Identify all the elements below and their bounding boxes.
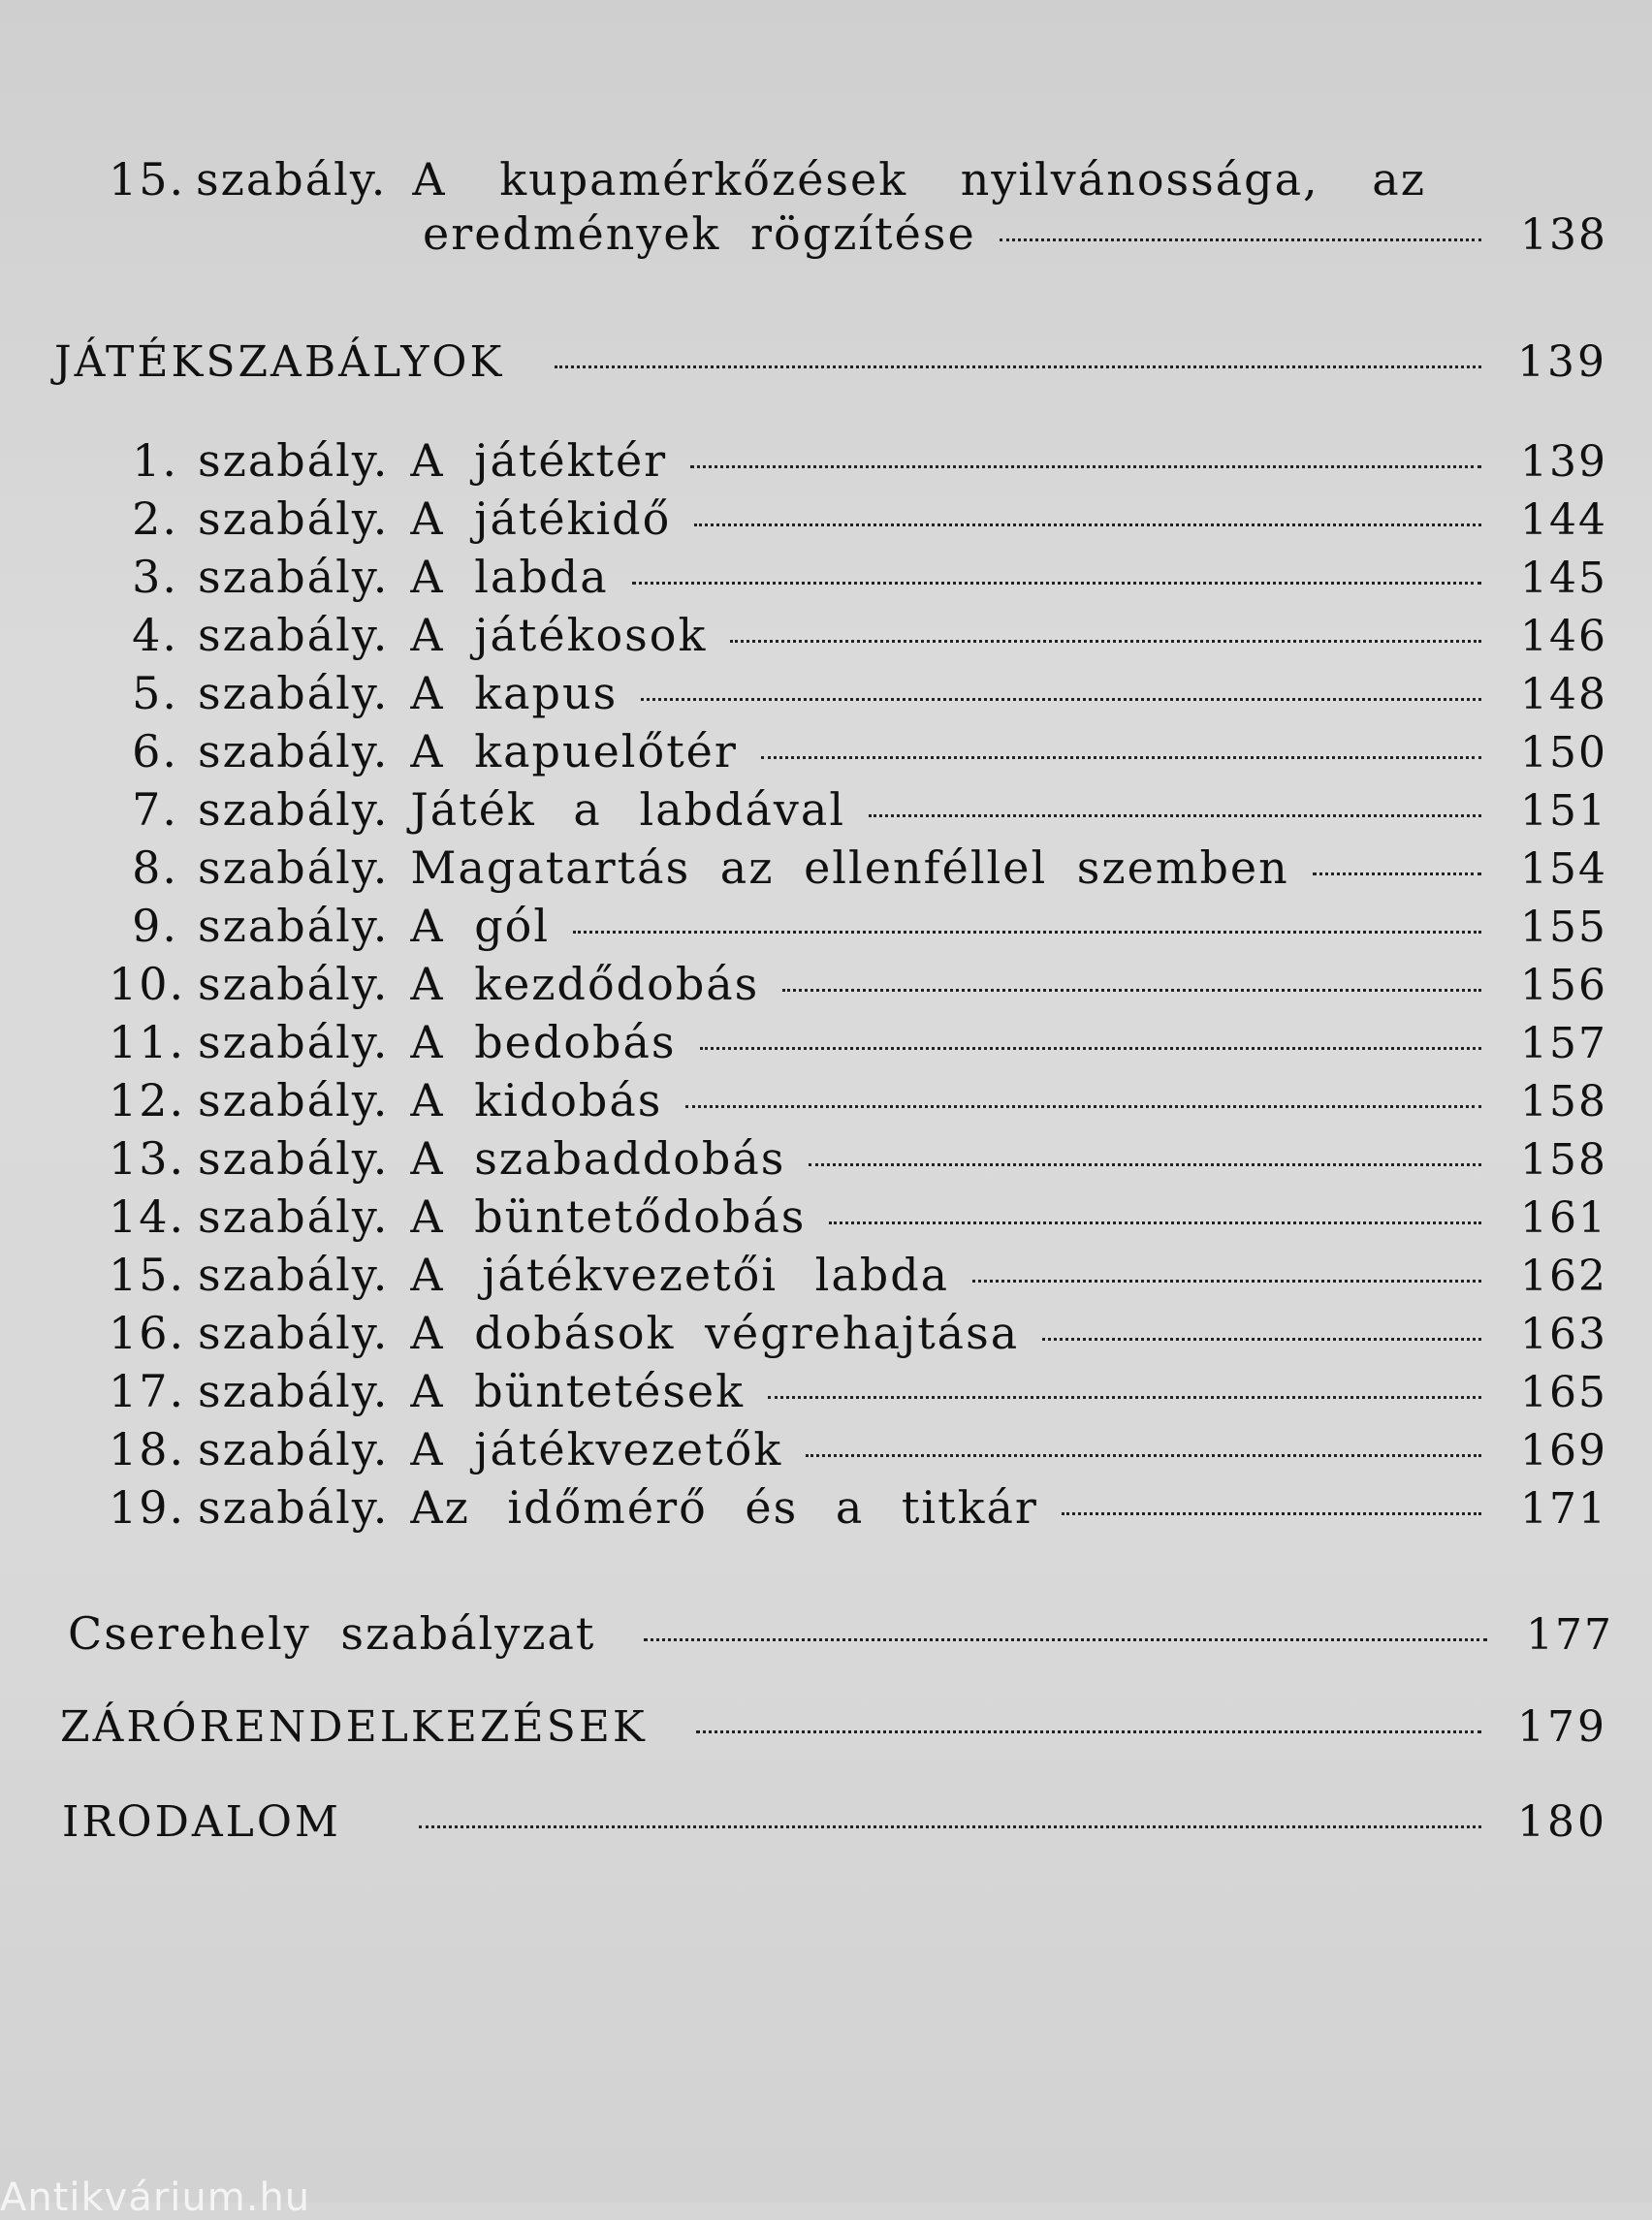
rule-title: A bedobás (410, 1016, 677, 1068)
section-title: JÁTÉKSZABÁLYOK (54, 337, 505, 387)
leader-dots (1062, 1512, 1481, 1515)
leader-dots (1042, 1338, 1481, 1341)
page-number: 158 (1520, 1077, 1607, 1126)
page-number: 180 (1517, 1797, 1607, 1847)
rule-label: szabály. (196, 153, 388, 206)
rule-label: szabály. (198, 1016, 390, 1068)
rule-number: 12. (109, 1074, 186, 1126)
leader-dots (419, 1825, 1481, 1828)
rule-title: A játéktér (410, 434, 668, 487)
page-number: 161 (1520, 1193, 1607, 1243)
rule-title: A büntetések (410, 1365, 746, 1417)
leader-dots (829, 1221, 1481, 1224)
leader-dots (644, 1638, 1487, 1641)
rule-number: 2. (132, 492, 178, 545)
toc-entry-cup-matches-line2 (423, 207, 1607, 260)
page-number: 139 (1517, 337, 1607, 387)
toc-entry-rule (109, 783, 1607, 836)
leader-dots (806, 1454, 1481, 1457)
rule-title: A labda (410, 551, 609, 603)
rule-title: A játékvezetői labda (410, 1249, 950, 1301)
rule-title: A játékvezetők (410, 1423, 783, 1475)
page-number: 179 (1517, 1702, 1607, 1752)
rule-number: 17. (109, 1365, 186, 1417)
rule-title: A kapuelőtér (410, 725, 738, 777)
toc-entry-rule (109, 1132, 1607, 1185)
rule-label: szabály. (198, 492, 390, 545)
page-number: 138 (1520, 210, 1607, 260)
rule-title: A büntetődobás (410, 1190, 807, 1243)
rule-title-line1: A kupamérkőzések nyilvánossága, az (412, 153, 1426, 206)
leader-dots (768, 1396, 1481, 1399)
rule-label: szabály. (198, 1423, 390, 1475)
rule-title: Játék a labdával (410, 783, 846, 836)
leader-dots (685, 1105, 1481, 1108)
page-number: 169 (1520, 1426, 1607, 1475)
rule-label: szabály. (198, 551, 390, 603)
page-number: 148 (1520, 670, 1607, 719)
rule-number: 1. (132, 434, 178, 487)
rule-number: 10. (109, 958, 186, 1010)
leader-dots (555, 365, 1481, 368)
rule-number: 9. (132, 900, 178, 952)
leader-dots (573, 931, 1481, 934)
rule-number: 14. (109, 1190, 186, 1243)
leader-dots (632, 582, 1481, 585)
rule-label: szabály. (198, 1249, 390, 1301)
rule-label: szabály. (198, 1190, 390, 1243)
toc-entry-rule (109, 900, 1607, 952)
toc-entry-rule (109, 1249, 1607, 1301)
rule-title: A gól (410, 900, 551, 952)
leader-dots (782, 989, 1481, 992)
rule-label: szabály. (198, 434, 390, 487)
toc-entry-rule (109, 609, 1607, 661)
rule-number: 3. (132, 551, 178, 603)
rule-title: A dobások végrehajtása (410, 1307, 1020, 1359)
page-number: 139 (1520, 437, 1607, 487)
rule-title: A szabaddobás (410, 1132, 786, 1185)
rule-title: A kapus (410, 667, 619, 719)
entry-title: Cserehely szabályzat (68, 1607, 596, 1660)
rule-number: 13. (109, 1132, 186, 1185)
leader-dots (809, 1163, 1481, 1166)
page-number: 165 (1520, 1368, 1607, 1417)
toc-entry-rule (109, 1365, 1607, 1417)
page-number: 163 (1520, 1310, 1607, 1359)
toc-entry-rule (109, 725, 1607, 777)
leader-dots (972, 1280, 1481, 1283)
rule-label: szabály. (198, 609, 390, 661)
rule-title: A kezdődobás (410, 958, 760, 1010)
toc-entry-rule (109, 1016, 1607, 1068)
page-number: 155 (1520, 903, 1607, 952)
page-number: 157 (1520, 1019, 1607, 1068)
rule-number: 16. (109, 1307, 186, 1359)
rule-number: 15. (109, 1249, 186, 1301)
toc-entry-rule (109, 1074, 1607, 1126)
rule-title-line2: eredmények rögzítése (423, 207, 976, 260)
toc-entry-final-provisions (60, 1702, 1607, 1752)
page-number: 154 (1520, 844, 1607, 894)
toc-entry-rule (109, 667, 1607, 719)
rule-title: Magatartás az ellenféllel szemben (410, 841, 1289, 894)
rule-number: 8. (132, 841, 178, 894)
entry-title: IRODALOM (62, 1797, 341, 1847)
rule-label: szabály. (198, 1074, 390, 1126)
rule-label: szabály. (198, 1481, 390, 1534)
leader-dots (730, 640, 1481, 643)
leader-dots (641, 698, 1481, 701)
leader-dots (690, 465, 1481, 468)
rule-label: szabály. (198, 725, 390, 777)
page-number: 156 (1520, 961, 1607, 1010)
rule-label: szabály. (198, 1365, 390, 1417)
toc-entry-cup-matches-line1 (109, 153, 1456, 206)
toc-entry-rule (109, 1481, 1607, 1534)
toc-entry-rule (109, 1190, 1607, 1243)
toc-entry-rule (109, 1423, 1607, 1475)
toc-entry-rule (109, 958, 1607, 1010)
page-number: 177 (1526, 1610, 1613, 1660)
rule-label: szabály. (198, 841, 390, 894)
rule-number: 4. (132, 609, 178, 661)
rule-number: 19. (109, 1481, 186, 1534)
rule-title: Az időmérő és a titkár (410, 1481, 1038, 1534)
rule-title: A játékidő (410, 492, 672, 545)
rule-title: A játékosok (410, 609, 708, 661)
rule-label: szabály. (198, 1132, 390, 1185)
page-number: 151 (1520, 786, 1607, 836)
toc-entry-rule (109, 434, 1607, 487)
entry-title: ZÁRÓRENDELKEZÉSEK (60, 1702, 648, 1752)
leader-dots (700, 1047, 1482, 1050)
page-number: 162 (1520, 1252, 1607, 1301)
rule-label: szabály. (198, 667, 390, 719)
page-number: 171 (1520, 1484, 1607, 1534)
leader-dots (696, 1730, 1481, 1733)
toc-entry-rule (109, 492, 1607, 545)
rule-label: szabály. (198, 1307, 390, 1359)
page-number: 144 (1520, 495, 1607, 545)
toc-section-game-rules (54, 337, 1607, 387)
page-number: 158 (1520, 1135, 1607, 1185)
rule-number: 7. (132, 783, 178, 836)
leader-dots (869, 814, 1481, 817)
rule-number: 18. (109, 1423, 186, 1475)
toc-entry-rule (109, 1307, 1607, 1359)
rule-number: 6. (132, 725, 178, 777)
page-number: 146 (1520, 612, 1607, 661)
toc-entry-bench-rules (68, 1607, 1613, 1660)
leader-dots (694, 523, 1481, 526)
page-number: 150 (1520, 728, 1607, 777)
rule-number: 15. (109, 153, 186, 206)
toc-entry-literature (62, 1797, 1607, 1847)
leader-dots (1313, 872, 1481, 875)
rule-number: 11. (109, 1016, 186, 1068)
rule-label: szabály. (198, 900, 390, 952)
toc-entry-rule (109, 551, 1607, 603)
toc-entry-rule (109, 841, 1607, 894)
rule-label: szabály. (198, 958, 390, 1010)
rule-label: szabály. (198, 783, 390, 836)
rule-number: 5. (132, 667, 178, 719)
page-number: 145 (1520, 554, 1607, 603)
leader-dots (1000, 238, 1481, 241)
watermark: Antikvárium.hu (0, 2175, 311, 2220)
rule-title: A kidobás (410, 1074, 663, 1126)
leader-dots (761, 756, 1481, 759)
